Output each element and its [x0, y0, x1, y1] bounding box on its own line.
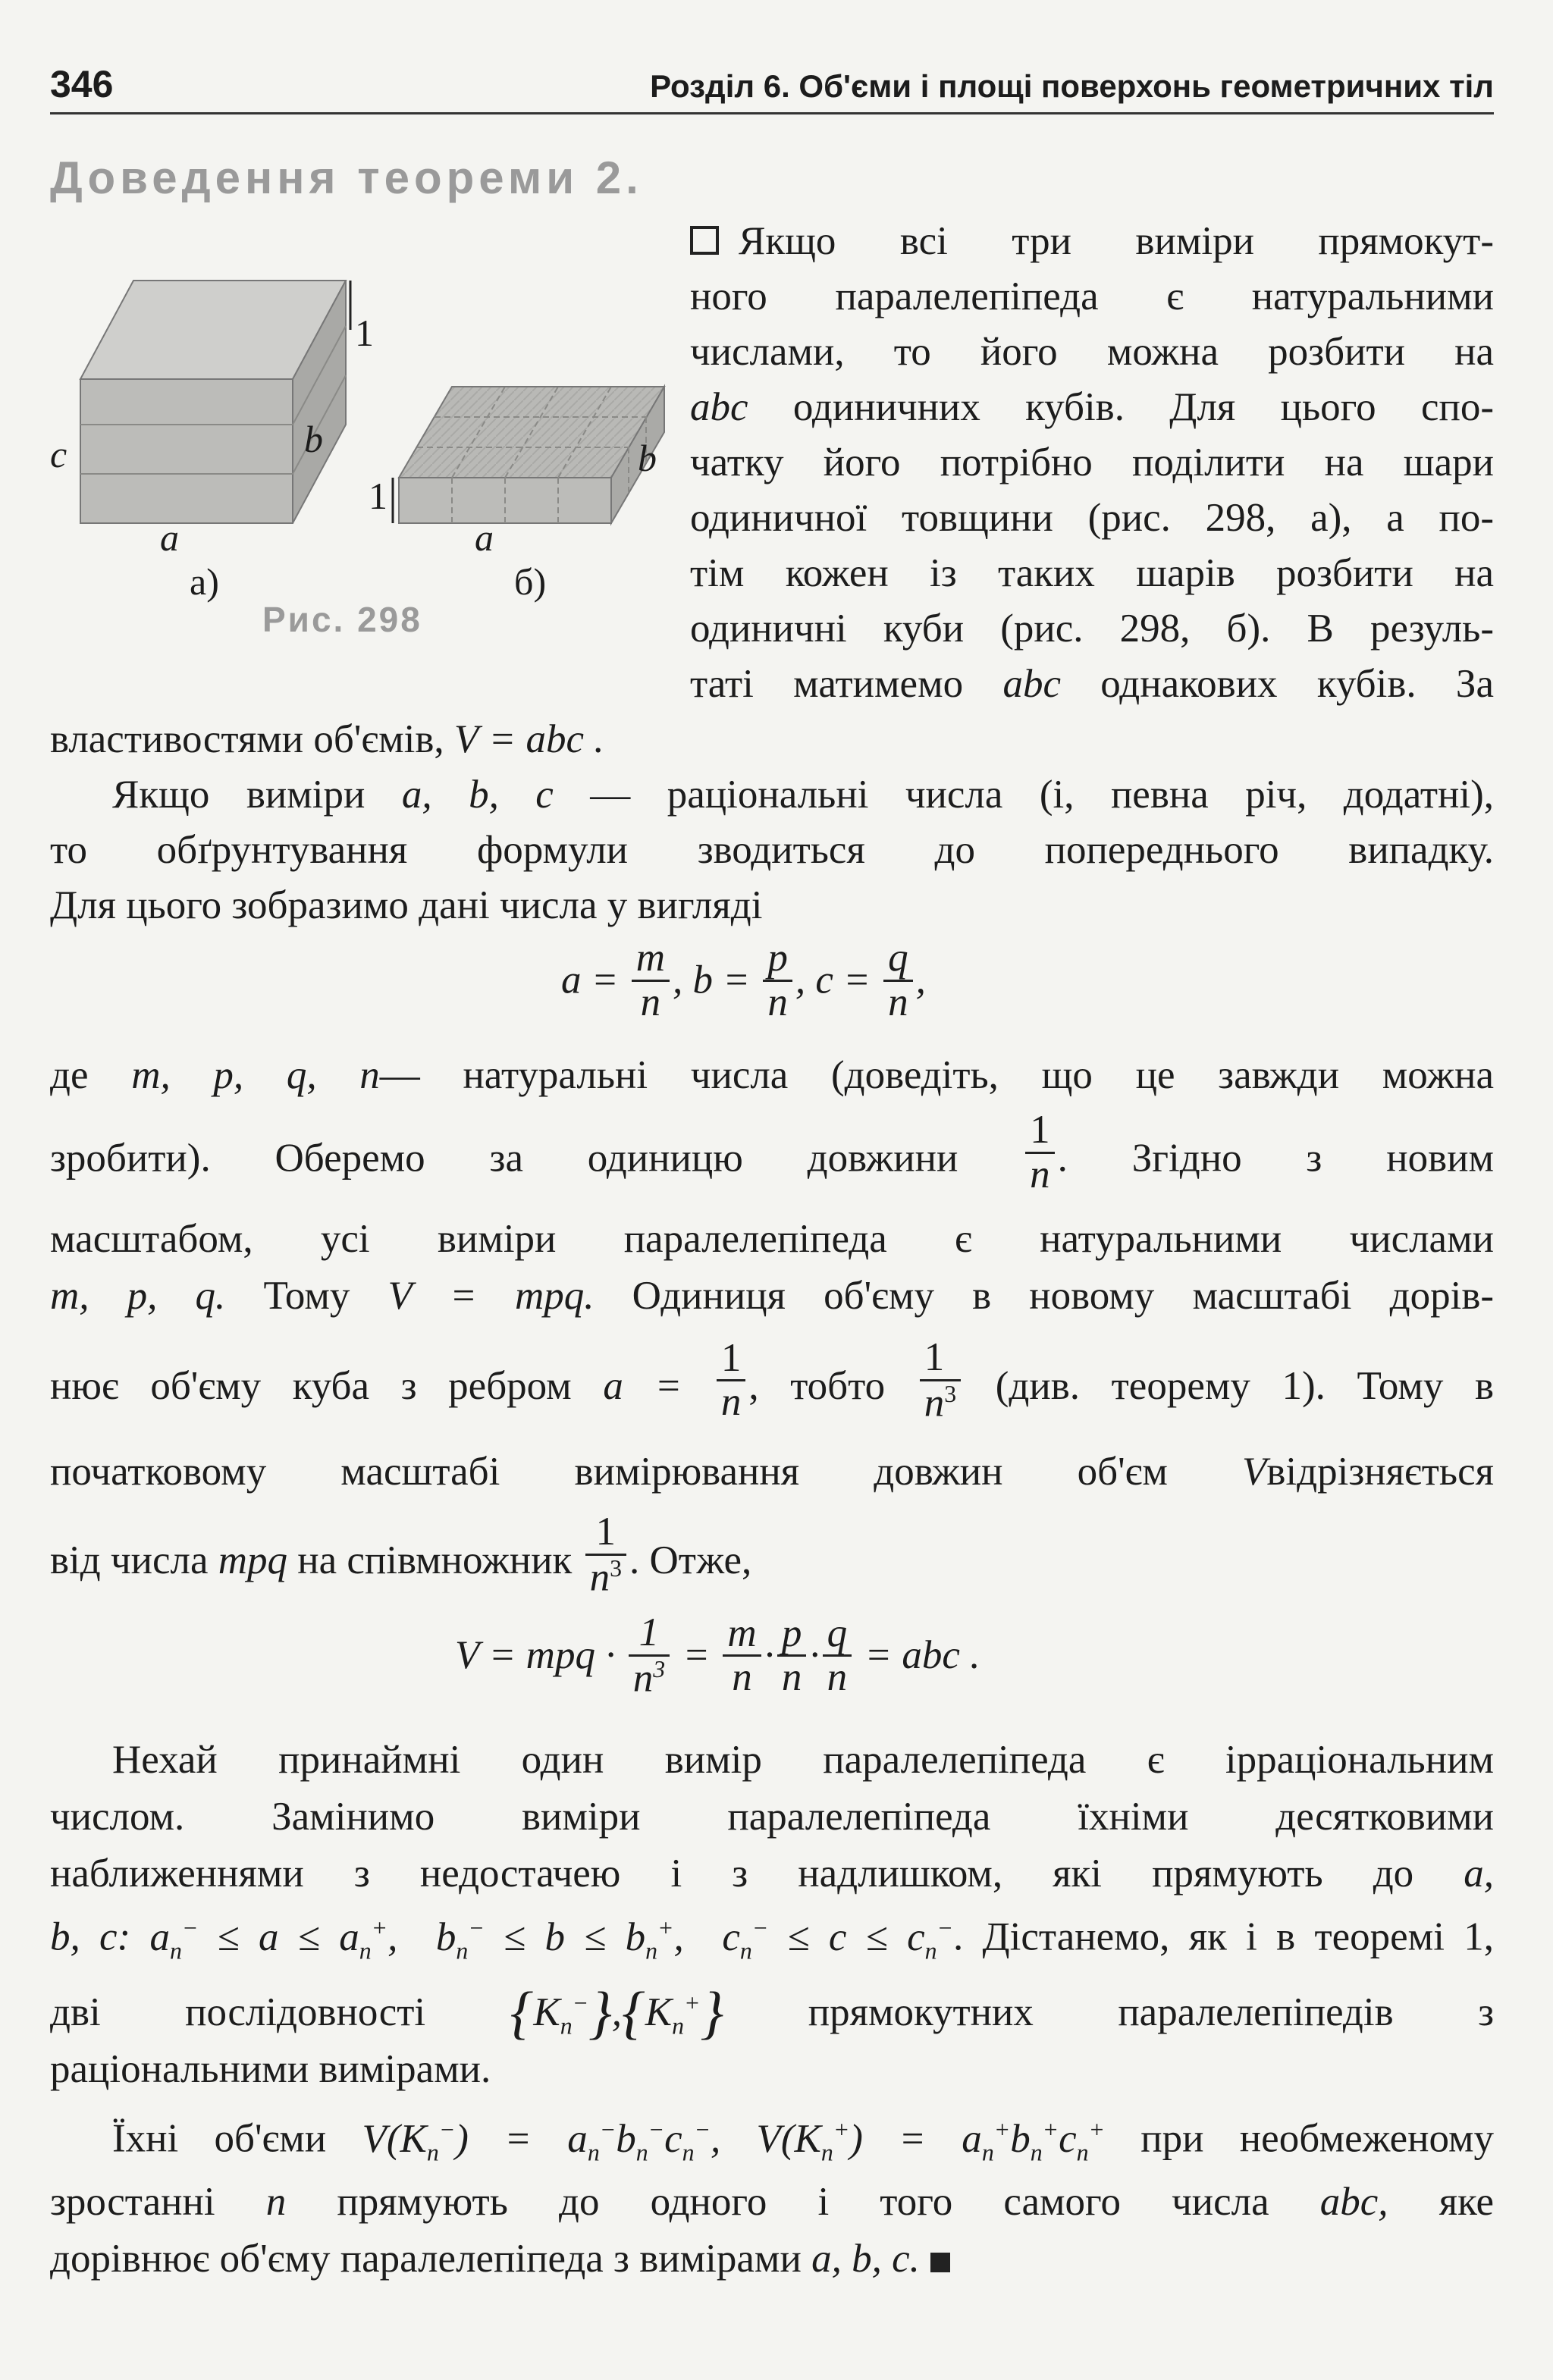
text-line: одиничні куби (рис. 298, б). В резуль- [690, 607, 1494, 651]
text-line: чатку його потрібно поділити на шари [690, 441, 1494, 484]
panel-label-a: а) [190, 560, 219, 603]
page-number: 346 [50, 63, 114, 105]
text-line: від числа mpq на співмножник $\frac{1}{n^3}$ . Отже, [50, 1510, 752, 1600]
text-line: Нехай принаймні один вимір паралелепіпеда є ірраціональним [112, 1738, 1494, 1782]
edge-label-b: b [638, 437, 657, 479]
text-line: числами, то його можна розбити на [690, 330, 1494, 374]
text-line: Якщо всі три виміри прямокут- [690, 221, 1494, 262]
text-line: дорівнює об'єму паралелепіпеда з вимірами a, b, c. [50, 2239, 1494, 2279]
figure-298 [50, 227, 679, 652]
page-header [50, 62, 1494, 115]
text-line: раціональними вимірами. [50, 2047, 491, 2091]
text-line: одиничної товщини (рис. 298, а), а по- [690, 496, 1494, 540]
edge-label-1: 1 [369, 475, 387, 517]
text-line: числом. Замінимо виміри паралелепіпеда їхніми десятковими [50, 1795, 1494, 1839]
edge-label-a: a [475, 516, 494, 559]
edge-label-a: a [160, 516, 179, 559]
edge-label-c: c [50, 433, 67, 475]
text-line: Якщо виміри a, b, c — раціональні числа (і, певна річ, додатні), [112, 773, 1494, 817]
text-line: дві послідовності $\{K_n^-\},\{K_n^+\}$ прямокутних паралелепіпедів з [50, 1980, 1495, 2045]
text-line: де m, p, q, n— натуральні числа (доведіть, що це завжди можна [50, 1053, 1494, 1097]
figure-illustration [50, 227, 679, 591]
panel-label-b: б) [514, 560, 547, 603]
text-line: abc одиничних кубів. Для цього спо- [690, 385, 1495, 429]
text-line: зростанні n прямують до одного і того самого числа abc, яке [50, 2180, 1495, 2224]
text-line: тім кожен із таких шарів розбити на [690, 551, 1494, 595]
proof-title: Доведення теореми 2. [50, 152, 643, 203]
text-line: властивостями об'ємів, V = abc . [50, 717, 604, 761]
text-line: Для цього зобразимо дані числа у вигляді [50, 883, 763, 927]
text-line: нює об'єму куба з ребром a = $\frac{1}{n}$ , тобто $\frac{1}{n^3}$ (див. теорему 1). Тому в [50, 1335, 1495, 1425]
text-line: Їхні об'єми $V(K_n^-) = a_n^-b_n^-c_n^-$, $V(K_n^+) = a_n^+b_n^+c_n^+$ при необмеженому [112, 2116, 1495, 2166]
text-line: b, c: $a_n^- \le a \le a_n^+$, $b_n^- \le b \le b_n^+$, $c_n^- \le c \le c_n^-$. Дістанемо, як і в теоремі 1, [50, 1914, 1494, 1965]
edge-label-1: 1 [355, 312, 374, 354]
text-line: початковому масштабі вимірювання довжин об'єм Vвідрізняється [50, 1450, 1494, 1494]
proof-end-mark [930, 2253, 950, 2272]
formula-rational-dims: a = $\frac{m}{n}$ , b = $\frac{p}{n}$ , c = $\frac{q}{n}$ , [561, 936, 926, 1024]
box-b [393, 387, 664, 523]
text-line: таті матимемо abc однакових кубів. За [690, 662, 1495, 706]
box-a [80, 281, 350, 523]
edge-label-b: b [304, 418, 323, 460]
figure-caption: Рис. 298 [262, 600, 422, 639]
text-line: наближеннями з недостачею і з надлишком, які прямують до a, [50, 1852, 1495, 1896]
text-line: то обґрунтування формули зводиться до попереднього випадку. [50, 828, 1494, 872]
running-title: Розділ 6. Об'єми і площі поверхонь геометричних тіл [650, 68, 1494, 104]
text-line: масштабом, усі виміри паралелепіпеда є натуральними числами [50, 1217, 1494, 1261]
formula-volume: V = mpq · $\frac{1}{n^3}$ = $\frac{m}{n}$ · $\frac{p}{n}$ · $\frac{q}{n}$ = abc . [455, 1610, 980, 1701]
text-line: m, p, q. Тому V = mpq. Одиниця об'єму в новому масштабі дорів- [50, 1274, 1495, 1318]
text-line: ного паралелепіпеда є натуральними [690, 274, 1494, 318]
proof-start-mark [690, 226, 719, 255]
text-line: зробити). Оберемо за одиницю довжини $\frac{1}{n}$ . Згідно з новим [50, 1108, 1495, 1196]
header-rule [50, 112, 1494, 114]
